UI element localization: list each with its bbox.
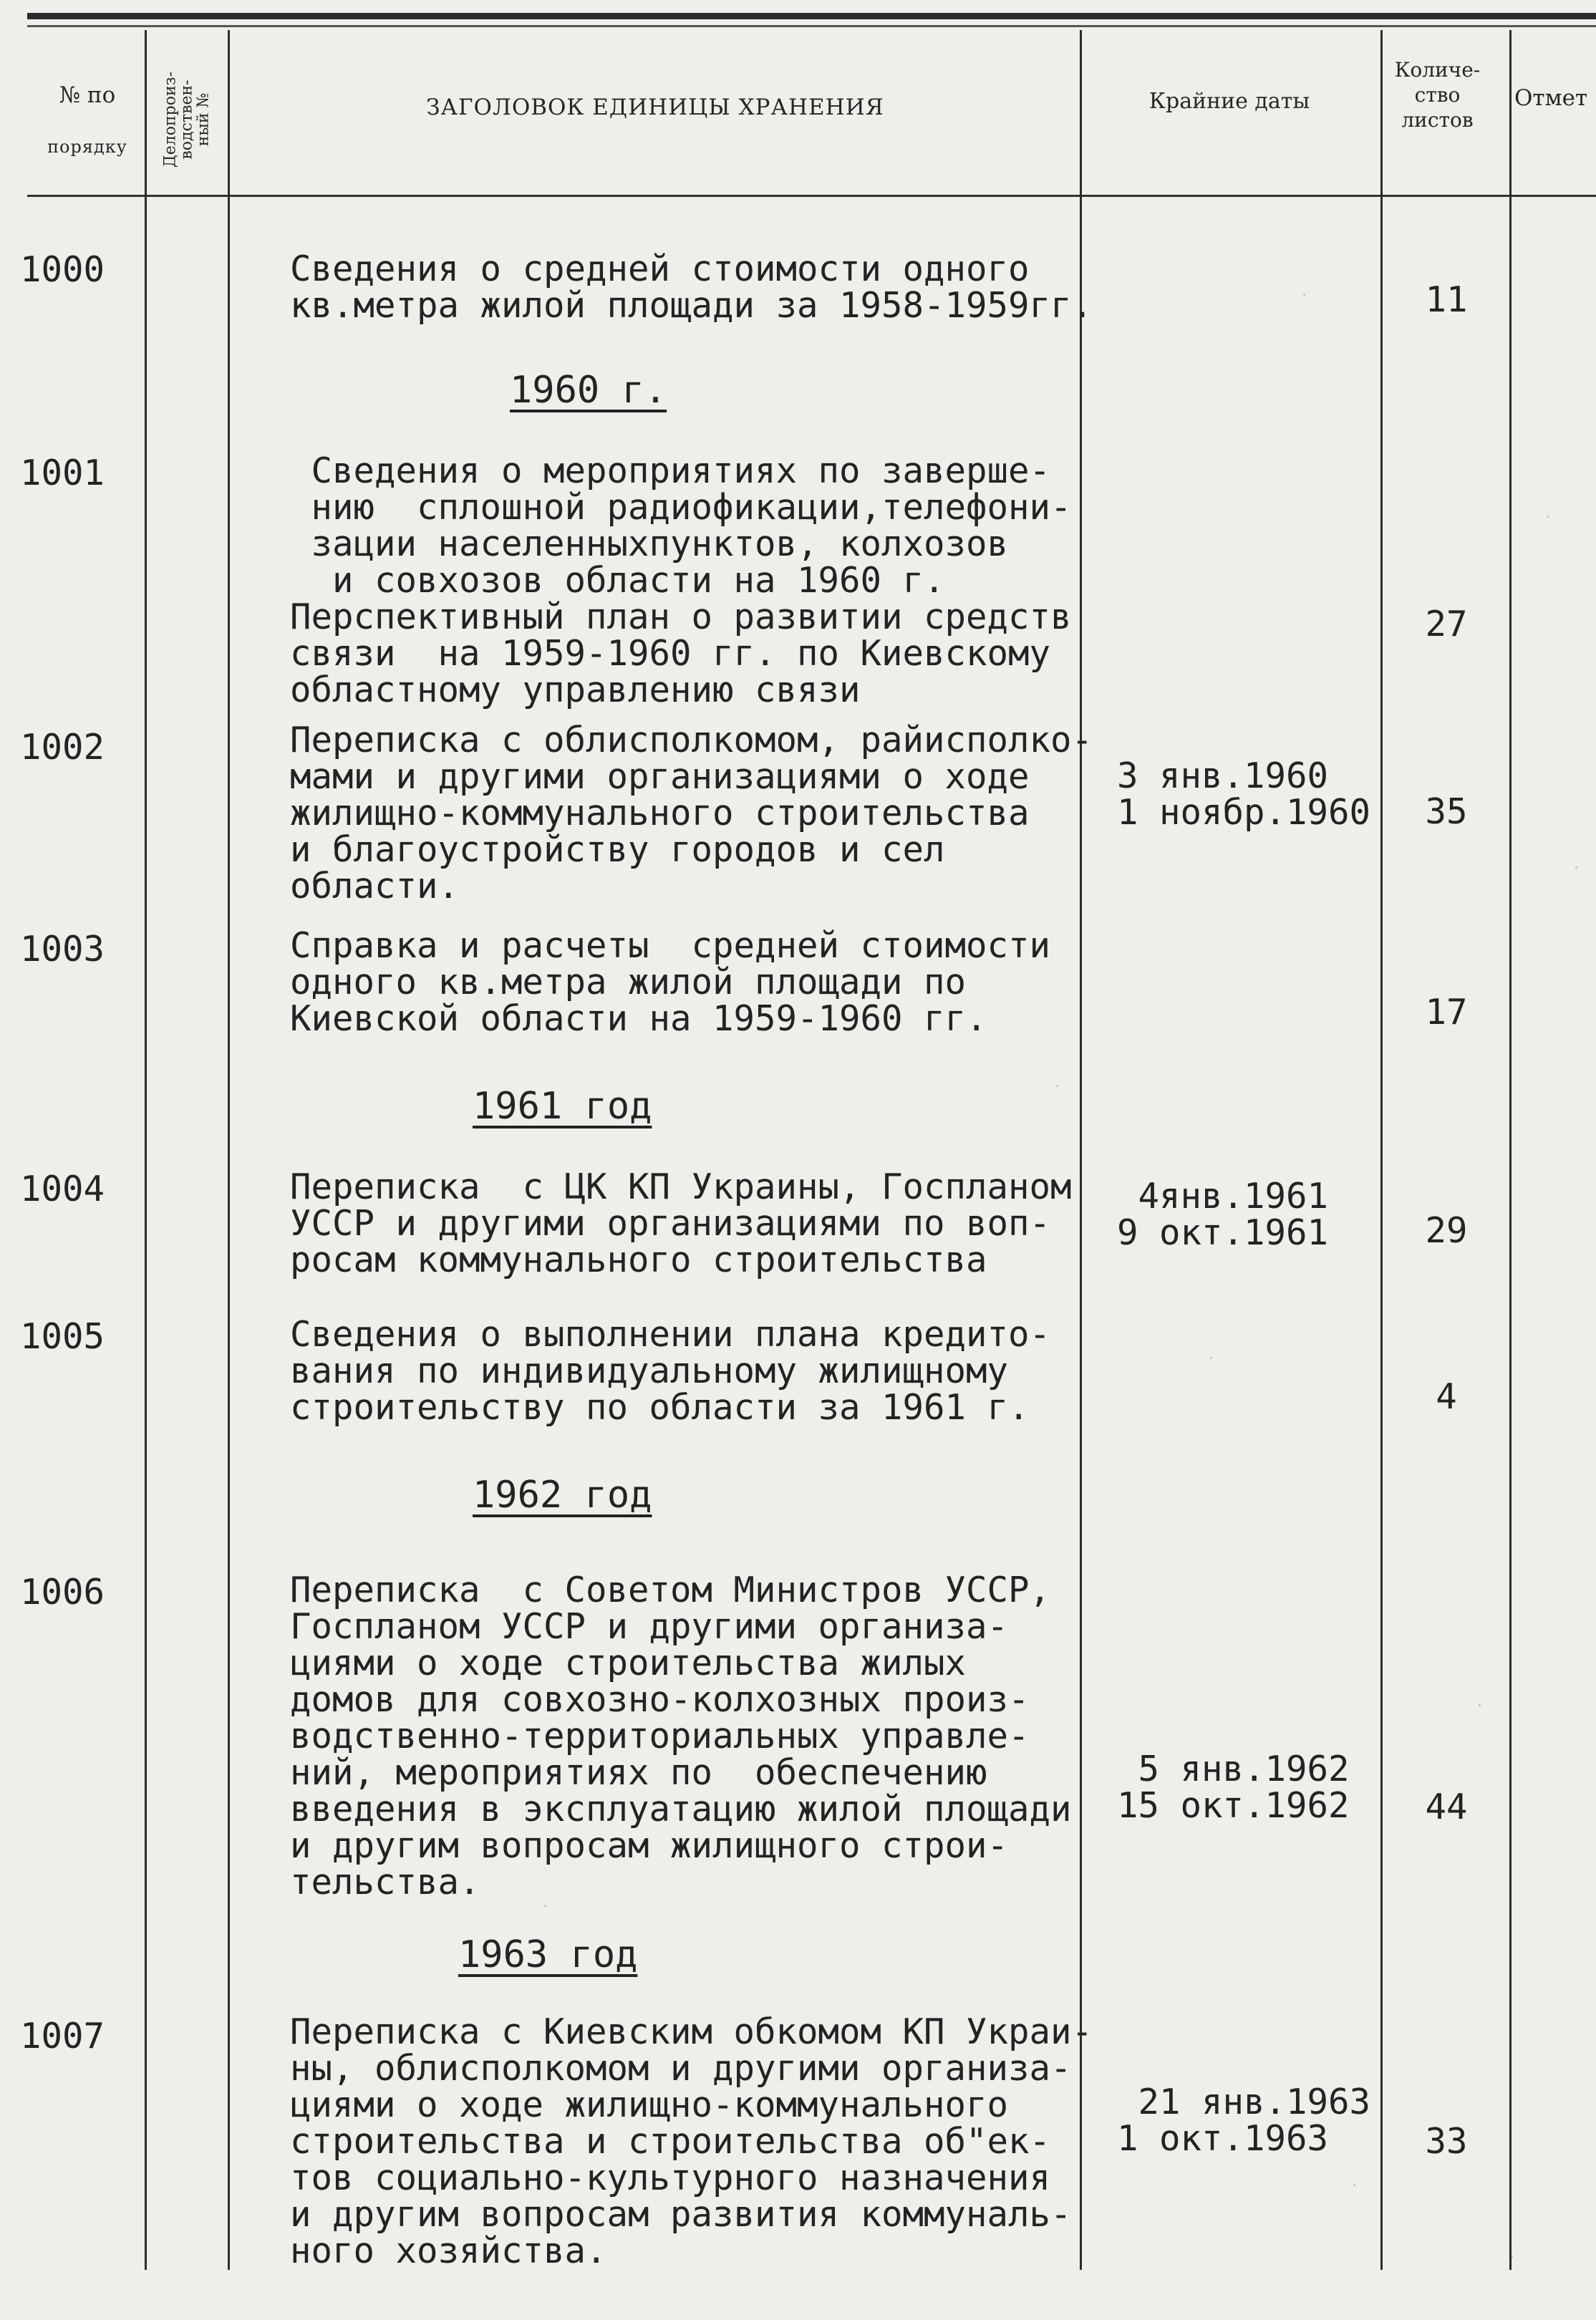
scan-speck (1547, 516, 1549, 518)
entry-number: 1000 (20, 249, 105, 290)
entry-sheets: 33 (1425, 2121, 1468, 2162)
header-office-number (147, 44, 227, 195)
scan-speck (1575, 866, 1577, 869)
entry-dates: 3 янв.1960 1 ноябр.1960 (1117, 755, 1371, 833)
entry-number: 1007 (20, 2016, 105, 2056)
header-title: ЗАГОЛОВОК ЕДИНИЦЫ ХРАНЕНИЯ (426, 95, 884, 120)
entry-description: Переписка с ЦК КП Украины, Госпланом УССР и другими организациями по воп- росам коммунального строительства (290, 1166, 1072, 1280)
entry-dates: 21 янв.1963 1 окт.1963 (1117, 2082, 1371, 2159)
scan-speck (1353, 2184, 1355, 2186)
header-number (37, 83, 137, 157)
header-bottom-border (27, 195, 1596, 197)
entry-number: 1005 (20, 1316, 105, 1357)
scan-speck (1056, 1085, 1058, 1087)
header-office-number-label: Делопроиз- водствен- ный № (161, 71, 213, 168)
column-divider-2 (228, 30, 230, 2270)
column-divider-4 (1380, 30, 1383, 2270)
header-number-label-2: порядку (47, 136, 127, 157)
entry-number: 1003 (20, 929, 105, 970)
year-heading-1960: 1960 г. (510, 369, 667, 412)
entry-dates: 4янв.1961 9 окт.1961 (1117, 1176, 1329, 1253)
entry-description: Сведения о мероприятиях по заверше- нию сплошной радиофикации,телефони- зации населенныхпунктов, колхозов и совхозов области на 1960 г. Перспективный план о развитии средств связи на 1959-1960 гг. по Киевскому областному управлению связи (290, 450, 1072, 710)
header-notes: Отмет (1514, 85, 1588, 111)
top-border (27, 13, 1596, 19)
column-divider-1 (145, 30, 147, 2270)
entry-description: Сведения о выполнении плана кредито- вания по индивидуальному жилищному строительству по области за 1961 г. (290, 1314, 1051, 1428)
column-divider-5 (1509, 30, 1512, 2270)
scan-speck (544, 1905, 546, 1907)
header-count: Количе- ство листов (1394, 58, 1481, 132)
entry-sheets: 44 (1425, 1787, 1468, 1827)
header-dates: Крайние даты (1148, 89, 1310, 114)
entry-sheets: 35 (1425, 791, 1468, 832)
year-heading-1961: 1961 год (473, 1085, 652, 1128)
entry-number: 1004 (20, 1169, 105, 1209)
header-number-label: № по (59, 82, 116, 108)
entry-description: Переписка с Советом Министров УССР, Госпланом УССР и другими организа- циями о ходе строительства жилых домов для совхозно-колхозных произ- водственно-территориальных управле- ний, мероприятиях по обеспечению введения в эксплуатацию жилой площади и другим вопросам жилищного строи- тельства. (290, 1570, 1072, 1903)
entry-description: Справка и расчеты средней стоимости одного кв.метра жилой площади по Киевской области на 1959-1960 гг. (290, 925, 1051, 1039)
entry-sheets: 11 (1425, 279, 1468, 320)
scan-speck (1479, 1704, 1481, 1706)
entry-number: 1002 (20, 727, 105, 768)
top-border-thin (27, 25, 1596, 27)
entry-sheets: 27 (1425, 604, 1468, 644)
year-heading-1962: 1962 год (473, 1474, 652, 1517)
entry-description: Переписка с облисполкомом, райисполко- мами и другими организациями о ходе жилищно-коммунального строительства и благоустройству городов и сел области. (290, 720, 1093, 907)
scan-speck (1210, 1357, 1212, 1359)
entry-description: Сведения о средней стоимости одного кв.метра жилой площади за 1958-1959гг. (290, 248, 1093, 326)
entry-dates: 5 янв.1962 15 окт.1962 (1117, 1749, 1350, 1826)
entry-sheets: 4 (1436, 1376, 1457, 1417)
scan-speck (1303, 294, 1305, 296)
entry-sheets: 17 (1425, 992, 1468, 1033)
entry-number: 1006 (20, 1572, 105, 1613)
entry-sheets: 29 (1425, 1210, 1468, 1251)
entry-number: 1001 (20, 453, 105, 493)
entry-description: Переписка с Киевским обкомом КП Украи- ны, облисполкомом и другими организа- циями о ходе жилищно-коммунального строительства и строительства об"ек- тов социально-культурного назначения и другим вопросам развития коммуналь- ного хозяйства. (290, 2011, 1093, 2271)
year-heading-1963: 1963 год (458, 1933, 638, 1976)
column-divider-3 (1080, 30, 1082, 2270)
